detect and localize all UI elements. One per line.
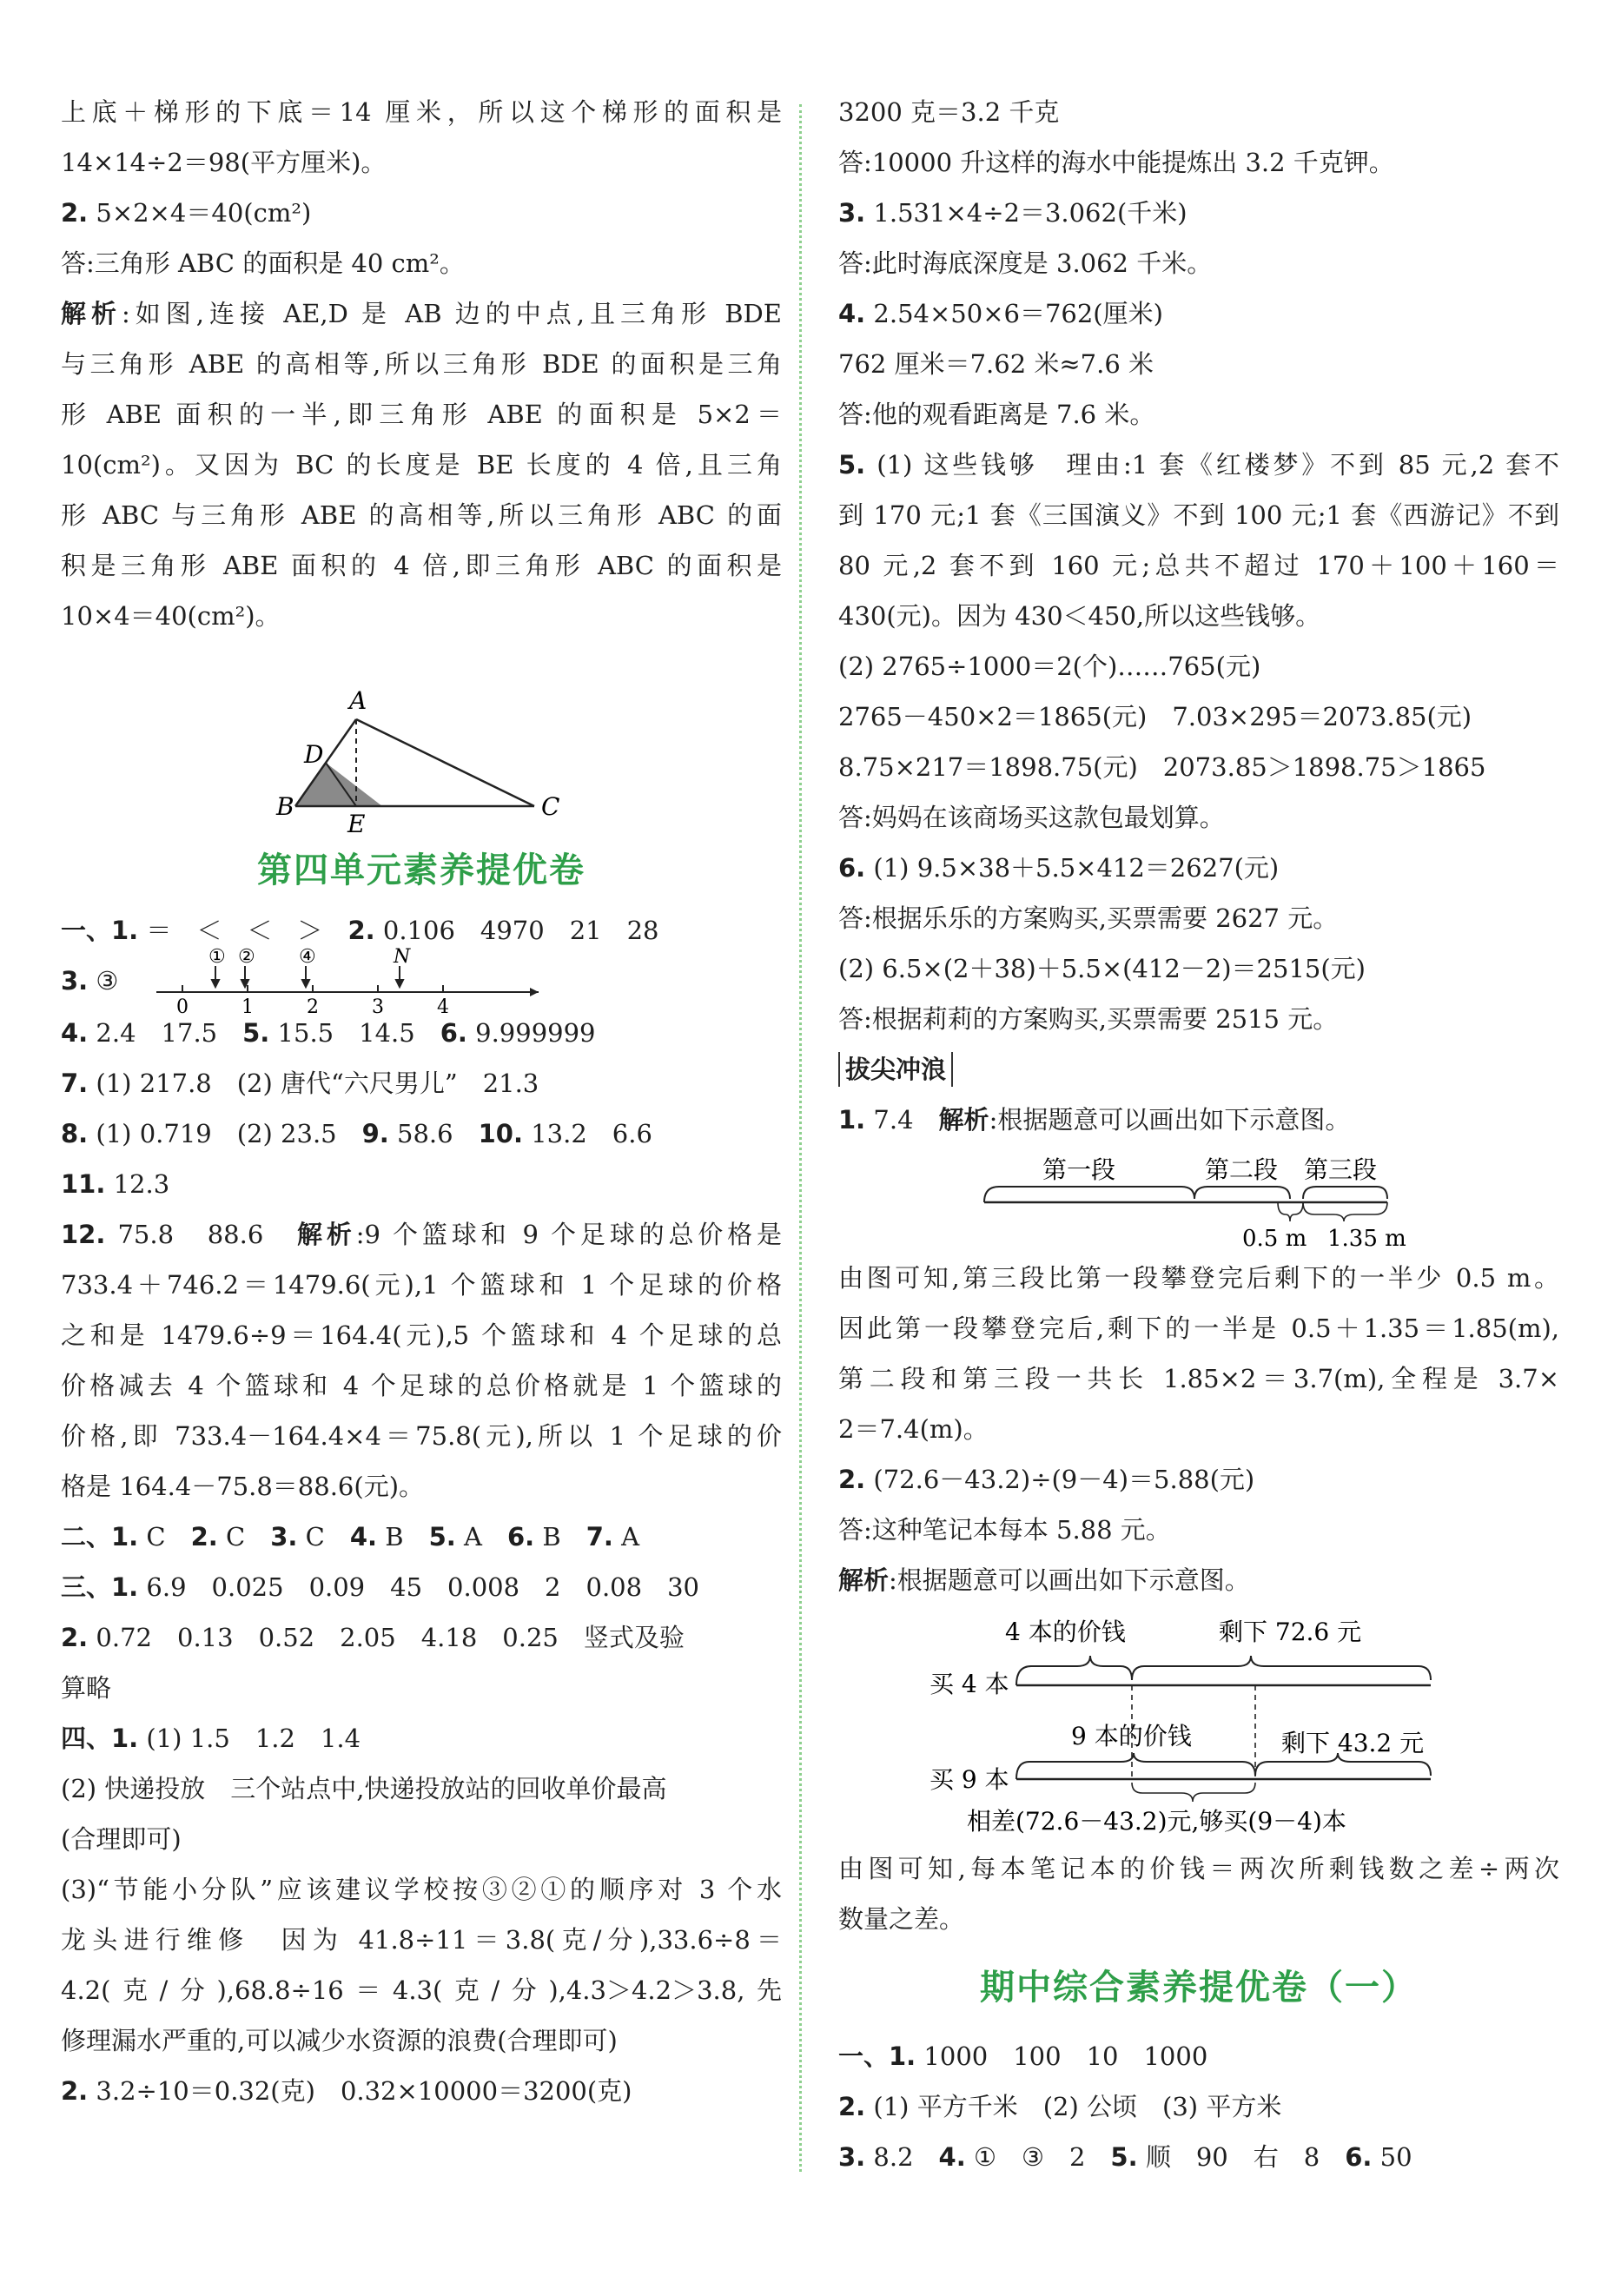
text-line: (2) 快递投放 三个站点中,快递投放站的回收单价最高 <box>61 1774 667 1803</box>
label-b: B <box>276 792 294 821</box>
text-line <box>838 843 1559 893</box>
brace-05 <box>1278 1202 1303 1221</box>
number-line <box>148 947 547 1016</box>
brace-diff <box>1132 1783 1255 1802</box>
text-span: 6.9 0.025 0.09 45 0.008 2 0.08 30 <box>146 1572 699 1602</box>
label-buy4: 买 4 本 <box>930 1670 1009 1698</box>
column-divider <box>799 104 802 2172</box>
text-span: 2.4 17.5 <box>96 1018 243 1048</box>
text-span: A <box>612 1522 640 1552</box>
brace-seg1 <box>984 1187 1194 1202</box>
text-line: 由图可知,每本笔记本的价钱＝两次所剩钱数之差÷两次 <box>838 1854 1559 1883</box>
text-line <box>838 440 1559 490</box>
text-line: (2) 6.5×(2＋38)＋5.5×(412－2)＝2515(元) <box>838 954 1366 983</box>
text-span: 50 <box>1372 2142 1412 2172</box>
question-number: 1. <box>838 1105 866 1135</box>
text-span: 58.6 <box>397 1119 479 1148</box>
analysis-label: 解析 <box>297 1220 356 1249</box>
mark-4: ④ <box>299 947 316 968</box>
text-span: 1.531×4÷2＝3.062(千米) <box>873 198 1188 228</box>
text-line: 10(cm²)。又因为 BC 的长度是 BE 长度的 4 倍,且三角 <box>61 450 782 480</box>
question-number: 7. <box>61 1069 89 1098</box>
text-line <box>838 1044 1559 1095</box>
text-line <box>838 1454 1559 1505</box>
label-9-price: 9 本的价钱 <box>1071 1722 1192 1750</box>
text-line: 2765－450×2＝1865(元) 7.03×295＝2073.85(元) <box>838 702 1472 731</box>
label-c: C <box>541 792 560 821</box>
text-span: (1) 平方千米 (2) 公顷 (3) 平方米 <box>873 2092 1282 2121</box>
section-number: 二、1. <box>61 1522 139 1552</box>
label-seg3: 第三段 <box>1304 1155 1378 1184</box>
text-line: 数量之差。 <box>838 1904 965 1934</box>
text-span: 12.3 <box>113 1169 170 1199</box>
question-number: 2. <box>838 1465 866 1494</box>
text-span: :根据题意可以画出如下示意图。 <box>989 1105 1351 1135</box>
question-number: 2. <box>61 2076 89 2106</box>
text-span: ① ③ 2 <box>965 2142 1111 2172</box>
text-line: 第二段和第三段一共长 1.85×2＝3.7(m),全程是 3.7× <box>838 1364 1559 1393</box>
text-line: 之和是 1479.6÷9＝164.4(元),5 个篮球和 4 个足球的总 <box>61 1320 782 1350</box>
answer-line: 答:三角形 ABC 的面积是 40 cm²。 <box>61 248 465 278</box>
text-span: 0.106 4970 21 28 <box>382 916 659 945</box>
label-e: E <box>347 810 366 832</box>
text-span: C <box>217 1522 271 1552</box>
text-line <box>61 1713 782 1763</box>
tick-label: 0 <box>176 996 189 1016</box>
answer-line: 答:这种笔记本每本 5.88 元。 <box>838 1515 1171 1545</box>
question-number: 4. <box>938 2142 966 2172</box>
right-column <box>838 87 1559 2182</box>
text-span: C <box>138 1522 191 1552</box>
question-number: 2. <box>347 916 375 945</box>
text-span: ③ <box>96 966 119 996</box>
answer-line: 答:他的观看距离是 7.6 米。 <box>838 400 1155 429</box>
text-line <box>838 1095 1559 1145</box>
text-line <box>61 1562 782 1612</box>
brace-4-price <box>1016 1656 1132 1685</box>
text-line <box>61 947 782 1016</box>
question-number: 6. <box>440 1018 467 1048</box>
mark-1: ① <box>208 947 226 968</box>
text-line <box>61 1159 782 1209</box>
text-line: 到 170 元;1 套《三国演义》不到 100 元;1 套《西游记》不到 <box>838 500 1559 530</box>
text-span: 0.72 0.13 0.52 2.05 4.18 0.25 竖式及验 <box>96 1623 685 1652</box>
text-line: 格是 164.4－75.8＝88.6(元)。 <box>61 1472 425 1501</box>
text-line: 与三角形 ABE 的高相等,所以三角形 BDE 的面积是三角 <box>61 349 782 379</box>
question-number: 3. <box>61 966 89 996</box>
question-number: 12. <box>61 1220 106 1249</box>
label-diff: 相差(72.6－43.2)元,够买(9－4)本 <box>967 1807 1346 1836</box>
text-span: 13.2 6.6 <box>531 1119 652 1148</box>
question-number: 9. <box>361 1119 389 1148</box>
mark-n: N <box>394 947 411 968</box>
analysis-label: 解析 <box>61 299 122 328</box>
text-line: 733.4＋746.2＝1479.6(元),1 个篮球和 1 个足球的价格 <box>61 1270 782 1300</box>
axis-arrow <box>530 988 539 996</box>
question-number: 4. <box>349 1522 378 1552</box>
text-span: B <box>534 1522 586 1552</box>
label-d: D <box>304 740 324 769</box>
text-span: 1000 100 10 1000 <box>923 2041 1208 2071</box>
text-line: 积是三角形 ABE 面积的 4 倍,即三角形 ABC 的面积是 <box>61 551 782 580</box>
text-span: :9 个篮球和 9 个足球的总价格是 <box>355 1220 782 1249</box>
text-line <box>61 1108 782 1159</box>
text-span: 顺 90 右 8 <box>1137 2142 1346 2172</box>
text-line: 4.2(克/分),68.8÷16＝4.3(克/分),4.3＞4.2＞3.8,先 <box>61 1975 782 2005</box>
text-span: 8.2 <box>865 2142 939 2172</box>
question-number: 3. <box>838 198 866 228</box>
text-line: 龙头进行维修 因为 41.8÷11＝3.8(克/分),33.6÷8＝ <box>61 1925 782 1955</box>
text-line <box>838 1555 1559 1605</box>
text-span: (1) 217.8 (2) 唐代“六尺男儿” 21.3 <box>96 1069 539 1098</box>
text-line <box>838 2031 1559 2081</box>
question-number: 3. <box>838 2142 866 2172</box>
question-number: 5. <box>838 450 866 480</box>
text-line: 762 厘米＝7.62 米≈7.6 米 <box>838 349 1154 379</box>
shaded-triangle-bde <box>295 763 382 806</box>
left-column <box>61 87 782 2116</box>
text-line <box>61 1058 782 1108</box>
text-span: C <box>297 1522 350 1552</box>
question-number: 11. <box>61 1169 106 1199</box>
brace-left-726 <box>1132 1656 1431 1680</box>
text-span: :根据题意可以画出如下示意图。 <box>889 1565 1250 1595</box>
analysis-label: 解析 <box>838 1565 890 1595</box>
brace-seg2 <box>1194 1187 1290 1199</box>
question-number: 2. <box>190 1522 218 1552</box>
text-line: (合理即可) <box>61 1824 182 1854</box>
text-span: 15.5 14.5 <box>277 1018 440 1048</box>
question-number: 2. <box>61 1623 89 1652</box>
text-line: 修理漏水严重的,可以减少水资源的浪费(合理即可) <box>61 2026 618 2055</box>
tick-label: 4 <box>437 996 449 1016</box>
text-line: 因此第一段攀登完后,剩下的一半是 0.5＋1.35＝1.85(m), <box>838 1313 1559 1343</box>
label-seg2: 第二段 <box>1205 1155 1279 1184</box>
mark-2: ② <box>238 947 255 968</box>
section-number: 一、1. <box>61 916 139 945</box>
segment-ac <box>356 719 534 806</box>
expression: 5×2×4＝40(cm²) <box>96 198 312 228</box>
text-span: 3.2÷10＝0.32(克) 0.32×10000＝3200(克) <box>96 2076 632 2106</box>
answer-line: 答:10000 升这样的海水中能提炼出 3.2 千克钾。 <box>838 148 1394 177</box>
text-line: 2＝7.4(m)。 <box>838 1414 989 1444</box>
section-title: 期中综合素养提优卷（一） <box>980 1968 1418 2008</box>
text-line: 价格减去 4 个篮球和 4 个足球的总价格就是 1 个篮球的 <box>61 1371 782 1400</box>
label-left-432: 剩下 43.2 元 <box>1281 1729 1425 1757</box>
text-line: 430(元)。因为 430＜450,所以这些钱够。 <box>838 601 1321 631</box>
text-line <box>61 1008 782 1058</box>
question-number: 6. <box>1345 2142 1373 2172</box>
text-line: 3200 克＝3.2 千克 <box>838 97 1060 127</box>
text-span: 9.999999 <box>475 1018 596 1048</box>
label-left-726: 剩下 72.6 元 <box>1219 1618 1362 1646</box>
text-line <box>61 1512 782 1562</box>
text-span: (1) 0.719 (2) 23.5 <box>96 1119 362 1148</box>
text-line: 8.75×217＝1898.75(元) 2073.85＞1898.75＞1865 <box>838 752 1486 782</box>
question-number: 6. <box>506 1522 535 1552</box>
text-span: (72.6－43.2)÷(9－4)＝5.88(元) <box>873 1465 1255 1494</box>
text-line: 算略 <box>61 1673 112 1703</box>
question-number: 2. <box>838 2092 866 2121</box>
text-line: 14×14÷2＝98(平方厘米)。 <box>61 148 387 177</box>
text-span: (1) 这些钱够 理由:1 套《红楼梦》不到 85 元,2 套不 <box>877 450 1559 480</box>
text-line <box>838 288 1559 339</box>
tick-label: 1 <box>241 996 254 1016</box>
text-line: 形 ABE 面积的一半,即三角形 ABE 的面积是 5×2＝ <box>61 400 782 429</box>
question-number: 7. <box>585 1522 613 1552</box>
text-line: (2) 2765÷1000＝2(个)……765(元) <box>838 652 1261 681</box>
question-number: 4. <box>61 1018 89 1048</box>
analysis-label: 解析 <box>938 1105 989 1135</box>
text-line <box>838 2081 1559 2132</box>
text-line: 80 元,2 套不到 160 元;总共不超过 170＋100＋160＝ <box>838 551 1559 580</box>
question-number: 8. <box>61 1119 89 1148</box>
tick-label: 2 <box>307 996 319 1016</box>
section-number: 一、1. <box>838 2041 916 2071</box>
tick-label: 3 <box>372 996 384 1016</box>
section-number: 三、1. <box>61 1572 139 1602</box>
question-number: 6. <box>838 853 866 883</box>
text-line: 形 ABC 与三角形 ABE 的高相等,所以三角形 ABC 的面 <box>61 500 782 530</box>
answer-line: 答:妈妈在该商场买这款包最划算。 <box>838 803 1225 832</box>
answer-line: 答:根据乐乐的方案购买,买票需要 2627 元。 <box>838 903 1339 933</box>
section-tag: 拔尖冲浪 <box>838 1052 953 1087</box>
label-05m: 0.5 m <box>1242 1226 1307 1249</box>
label-135m: 1.35 m <box>1327 1226 1406 1249</box>
section-number: 四、1. <box>61 1724 139 1753</box>
text-span: ＝ ＜ ＜ ＞ <box>146 916 323 945</box>
section-title: 第四单元素养提优卷 <box>257 850 585 890</box>
question-number: 4. <box>838 299 866 328</box>
text-line <box>61 188 782 238</box>
text-span: B <box>377 1522 429 1552</box>
question-number: 2. <box>61 198 89 228</box>
notebook-diagram <box>838 1605 1559 1840</box>
question-number: 5. <box>1110 2142 1138 2172</box>
label-buy9: 买 9 本 <box>930 1765 1009 1794</box>
text-span: 75.8 88.6 <box>117 1220 298 1249</box>
question-number: 5. <box>242 1018 270 1048</box>
text-line: 上底＋梯形的下底＝14 厘米，所以这个梯形的面积是 <box>61 97 782 127</box>
text-line: (3)“节能小分队”应该建议学校按③②①的顺序对 3 个水 <box>61 1875 782 1904</box>
text-span: :如图,连接 AE,D 是 AB 边的中点,且三角形 BDE <box>122 299 782 328</box>
brace-9-price <box>1016 1753 1255 1779</box>
text-line <box>61 1612 782 1663</box>
text-span: 7.4 <box>873 1105 939 1135</box>
text-line: 由图可知,第三段比第一段攀登完后剩下的一半少 0.5 m。 <box>838 1263 1559 1293</box>
label-a: A <box>349 686 367 715</box>
text-line <box>61 1209 782 1260</box>
text-span: 2.54×50×6＝762(厘米) <box>873 299 1163 328</box>
segment-diagram <box>838 1145 1559 1249</box>
brace-seg3 <box>1303 1187 1387 1199</box>
text-line: 10×4＝40(cm²)。 <box>61 601 281 631</box>
question-number: 3. <box>270 1522 298 1552</box>
triangle-figure <box>61 641 782 832</box>
brace-135 <box>1303 1202 1387 1221</box>
text-line <box>838 188 1559 238</box>
answer-line: 答:根据莉莉的方案购买,买票需要 2515 元。 <box>838 1004 1339 1034</box>
text-span: A <box>455 1522 507 1552</box>
text-span: (1) 9.5×38＋5.5×412＝2627(元) <box>873 853 1280 883</box>
text-line <box>61 288 782 339</box>
question-number: 5. <box>428 1522 456 1552</box>
question-number: 10. <box>478 1119 523 1148</box>
text-line <box>61 2066 782 2116</box>
text-span: (1) 1.5 1.2 1.4 <box>146 1724 361 1753</box>
label-seg1: 第一段 <box>1042 1155 1116 1184</box>
text-line <box>838 2132 1559 2182</box>
answer-line: 答:此时海底深度是 3.062 千米。 <box>838 248 1213 278</box>
text-line: 价格,即 733.4－164.4×4＝75.8(元),所以 1 个足球的价 <box>61 1421 782 1451</box>
label-4-price: 4 本的价钱 <box>1005 1618 1126 1646</box>
